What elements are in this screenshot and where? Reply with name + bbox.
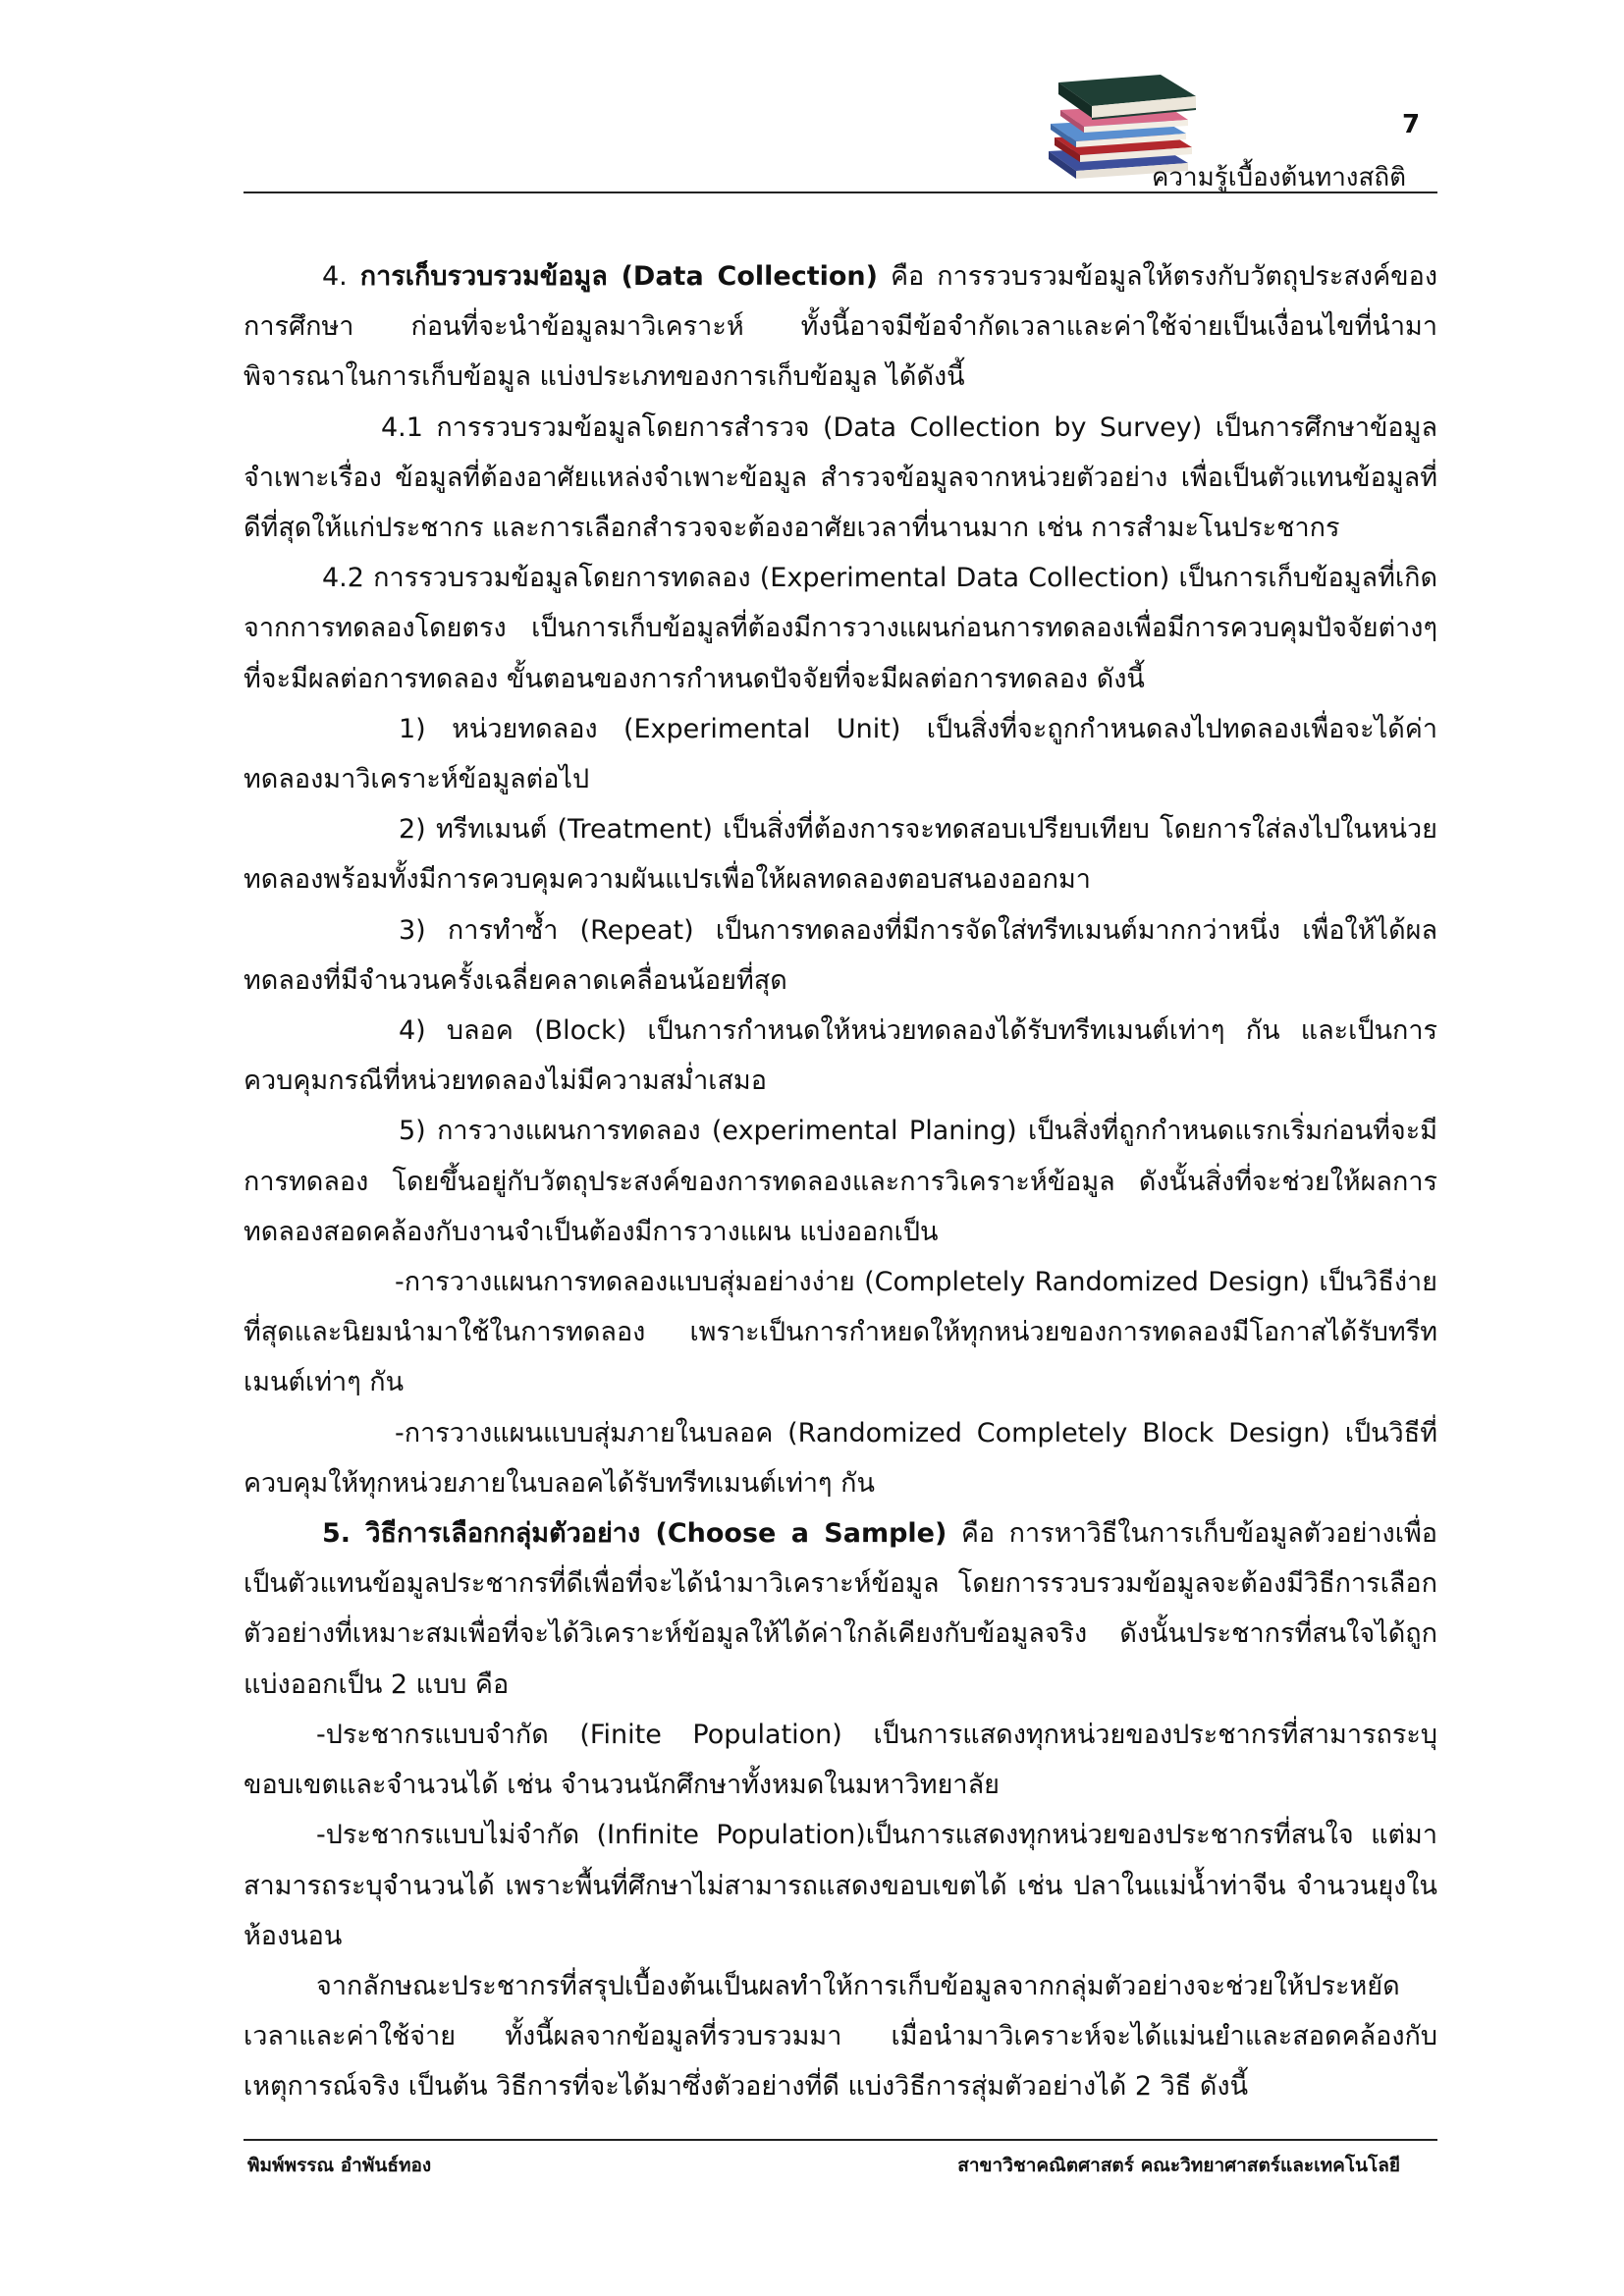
footer-department: สาขาวิชาคณิตศาสตร์ คณะวิทยาศาสตร์และเทคโนโลยี — [957, 2155, 1400, 2176]
running-header-title: ความรู้เบื้องต้นทางสถิติ — [1152, 163, 1406, 192]
footer-divider — [244, 2139, 1437, 2141]
paragraph-rcbd: -การวางแผนแบบสุ่มภายในบลอค (Randomized Completely Block Design) เป็นวิธีที่ควบคุมให้ทุกหน่วยภายในบลอคได้รับทรีทเมนต์เท่าๆ กัน — [244, 1417, 1437, 1499]
list-item-experimental-unit: 1) หน่วยทดลอง (Experimental Unit) เป็นสิ่งที่จะถูกกำหนดลงไปทดลองเพื่อจะได้ค่าทดลองมาวิเคราะห์ข้อมูลต่อไป — [244, 713, 1437, 795]
paragraph-survey: 4.1 การรวบรวมข้อมูลโดยการสำรวจ (Data Collection by Survey) เป็นการศึกษาข้อมูลจำเพาะเรื่อง ข้อมูลที่ต้องอาศัยแหล่งจำเพาะข้อมูล สำรวจข้อมูลจากหน่วยตัวอย่าง เพื่อเป็นตัวแทนข้อมูลที่ดีที่สุดให้แก่ประชากร และการเลือกสำรวจจะต้องอาศัยเวลาที่นานมาก เช่น การสำมะโนประชากร — [244, 411, 1437, 544]
paragraph-choose-sample — [244, 1508, 1437, 1710]
paragraph-experimental: 4.2 การรวบรวมข้อมูลโดยการทดลอง (Experimental Data Collection) เป็นการเก็บข้อมูลที่เกิดจากการทดลองโดยตรง เป็นการเก็บข้อมูลที่ต้องมีการวางแผนก่อนการทดลองเพื่อมีการควบคุมปัจจัยต่างๆ ที่จะมีผลต่อการทดลอง ขั้นตอนของการกำหนดปัจจัยที่จะมีผลต่อการทดลอง ดังนี้ — [244, 563, 1437, 694]
paragraph-infinite-population: -ประชากรแบบไม่จำกัด (Infinite Population)เป็นการแสดงทุกหน่วยของประชากรที่สนใจ แต่มาสามารถระบุจำนวนได้ เพราะพื้นที่ศึกษาไม่สามารถแสดงขอบเขตได้ เช่น ปลาในแม่น้ำท่าจีน จำนวนยุงในห้องนอน — [244, 1820, 1437, 1951]
section-heading: การเก็บรวบรวมข้อมูล (Data Collection) — [359, 261, 878, 292]
list-item-treatment: 2) ทรีทเมนต์ (Treatment) เป็นสิ่งที่ต้องการจะทดสอบเปรียบเทียบ โดยการใส่ลงไปในหน่วยทดลองพร้อมทั้งมีการควบคุมความผันแปรเพื่อให้ผลทดลองตอบสนองออกมา — [244, 814, 1437, 896]
paragraph-crd: -การวางแผนการทดลองแบบสุ่มอย่างง่าย (Completely Randomized Design) เป็นวิธีง่ายที่สุดและนิยมนำมาใช้ในการทดลอง เพราะเป็นการกำหยดให้ทุกหน่วยของการทดลองมีโอกาสได้รับทรีทเมนต์เท่าๆ กัน — [244, 1267, 1437, 1398]
list-item-repeat: 3) การทำซ้ำ (Repeat) เป็นการทดลองที่มีการจัดใส่ทรีทเมนต์มากกว่าหนึ่ง เพื่อให้ได้ผลทดลองที่มีจำนวนครั้งเฉลี่ยคลาดเคลื่อนน้อยที่สุด — [244, 914, 1437, 996]
list-item-planning: 5) การวางแผนการทดลอง (experimental Planing) เป็นสิ่งที่ถูกกำหนดแรกเริ่มก่อนที่จะมีการทดลอง โดยขึ้นอยู่กับวัตถุประสงค์ของการทดลองและการวิเคราะห์ข้อมูล ดังนั้นสิ่งที่จะช่วยให้ผลการทดลองสอดคล้องกับงานจำเป็นต้องมีการวางแผน แบ่งออกเป็น — [244, 1116, 1437, 1247]
list-item-block: 4) บลอค (Block) เป็นการกำหนดให้หน่วยทดลองได้รับทรีทเมนต์เท่าๆ กัน และเป็นการควบคุมกรณีที่หน่วยทดลองไม่มีความสม่ำเสมอ — [244, 1015, 1437, 1097]
document-body — [244, 251, 1437, 2112]
paragraph-finite-population: -ประชากรแบบจำกัด (Finite Population) เป็นการแสดงทุกหน่วยของประชากรที่สามารถระบุขอบเขตและจำนวนได้ เช่น จำนวนนักศึกษาทั้งหมดในมหาวิทยาลัย — [244, 1719, 1437, 1801]
paragraph-data-collection — [244, 251, 1437, 403]
paragraph-text: คือ การรวบรวมข้อมูลให้ตรงกับวัตถุประสงค์ของการศึกษา ก่อนที่จะนำข้อมูลมาวิเคราะห์ ทั้งนี้อาจมีข้อจำกัดเวลาและค่าใช้จ่ายเป็นเงื่อนไขที่นำมาพิจารณาในการเก็บข้อมูล แบ่งประเภทของการเก็บข้อมูล ได้ดังนี้ — [244, 261, 1438, 393]
footer-author: พิมพ์พรรณ อำพันธ์ทอง — [247, 2155, 432, 2176]
section-heading: 5. วิธีการเลือกกลุ่มตัวอย่าง (Choose a Sample) — [322, 1518, 947, 1550]
page-number: 7 — [1402, 110, 1421, 139]
paragraph-summary: จากลักษณะประชากรที่สรุปเบื้องต้นเป็นผลทำให้การเก็บข้อมูลจากกลุ่มตัวอย่างจะช่วยให้ประหยัดเวลาและค่าใช้จ่าย ทั้งนี้ผลจากข้อมูลที่รวบรวมมา เมื่อนำมาวิเคราะห์จะได้แม่นยำและสอดคล้องกับเหตุการณ์จริง เป็นต้น วิธีการที่จะได้มาซึ่งตัวอย่างที่ดี แบ่งวิธีการสุ่มตัวอย่างได้ 2 วิธี ดังนี้ — [244, 1970, 1437, 2103]
header-divider — [244, 191, 1437, 193]
paragraph-text: คือ การหาวิธีในการเก็บข้อมูลตัวอย่างเพื่อเป็นตัวแทนข้อมูลประชากรที่ดีเพื่อที่จะได้นำมาวิเคราะห์ข้อมูล โดยการรวบรวมข้อมูลจะต้องมีวิธีการเลือกตัวอย่างที่เหมาะสมเพื่อที่จะได้วิเคราะห์ข้อมูลให้ได้ค่าใกล้เคียงกับข้อมูลจริง ดังนั้นประชากรที่สนใจได้ถูกแบ่งออกเป็น 2 แบบ คือ — [244, 1518, 1437, 1700]
section-number: 4. — [322, 261, 360, 292]
